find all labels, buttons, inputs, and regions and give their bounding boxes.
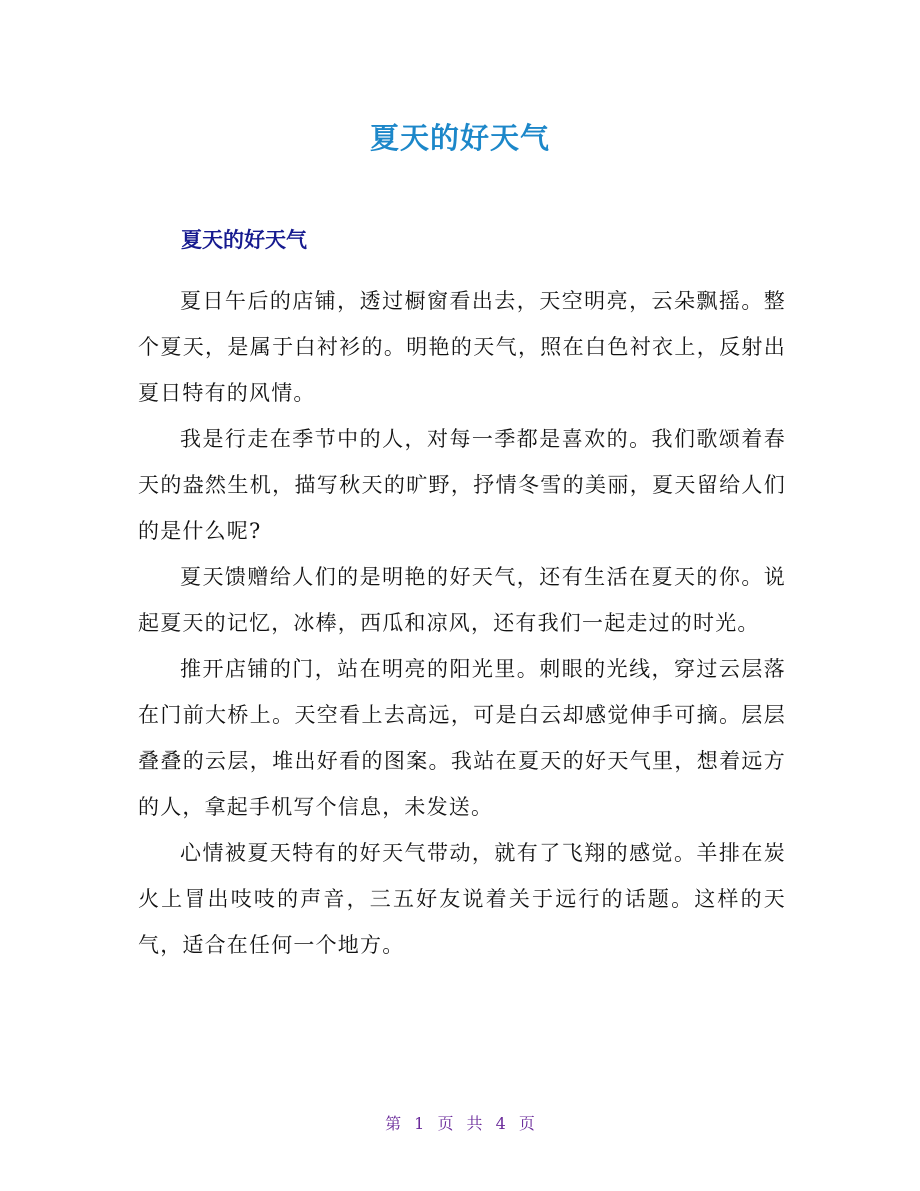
section-heading: 夏天的好天气 [181, 228, 307, 252]
page-number-footer: 第 1 页 共 4 页 [385, 1114, 535, 1133]
document-title: 夏天的好天气 [369, 121, 550, 155]
body-text [138, 278, 786, 968]
paragraph-3: 夏天馈赠给人们的是明艳的好天气，还有生活在夏天的你。说起夏天的记忆，冰棒，西瓜和凉风，还有我们一起走过的时光。 [138, 565, 786, 635]
paragraph-5: 心情被夏天特有的好天气带动，就有了飞翔的感觉。羊排在炭火上冒出吱吱的声音，三五好友说着关于远行的话题。这样的天气，适合在任何一个地方。 [138, 841, 786, 957]
paragraph-4: 推开店铺的门，站在明亮的阳光里。刺眼的光线，穿过云层落在门前大桥上。天空看上去高远，可是白云却感觉伸手可摘。层层叠叠的云层，堆出好看的图案。我站在夏天的好天气里，想着远方的人，拿起手机写个信息，未发送。 [138, 657, 786, 819]
paragraph-1: 夏日午后的店铺，透过橱窗看出去，天空明亮，云朵飘摇。整个夏天，是属于白衬衫的。明艳的天气，照在白色衬衣上，反射出夏日特有的风情。 [138, 289, 786, 405]
paragraph-2: 我是行走在季节中的人，对每一季都是喜欢的。我们歌颂着春天的盎然生机，描写秋天的旷野，抒情冬雪的美丽，夏天留给人们的是什么呢? [138, 427, 786, 543]
